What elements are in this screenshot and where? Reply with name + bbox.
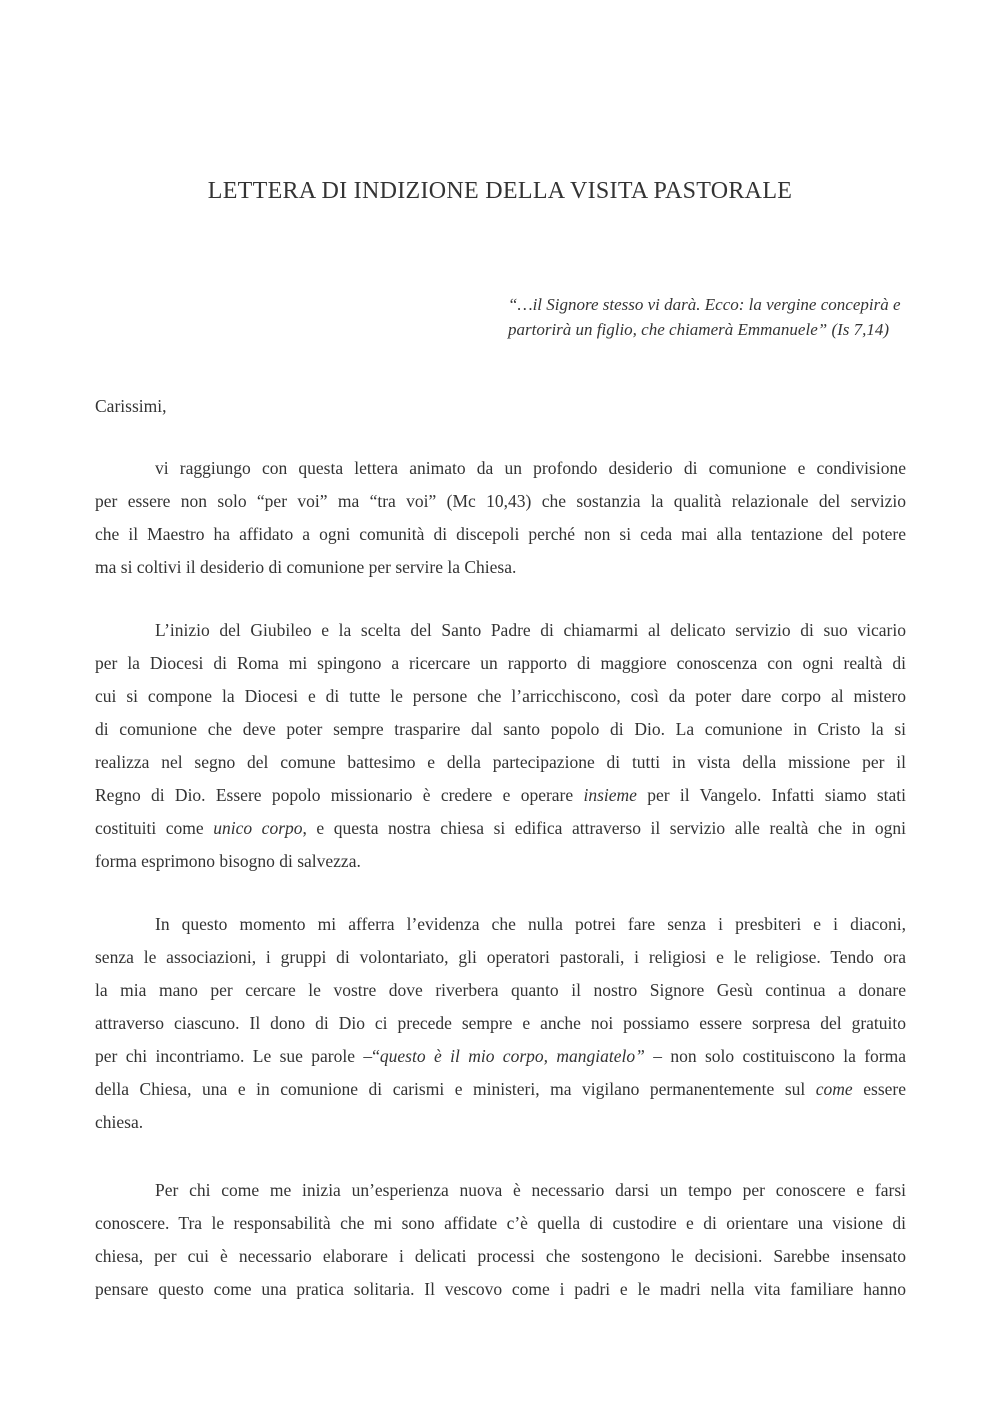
document-title: LETTERA DI INDIZIONE DELLA VISITA PASTORALE — [207, 178, 793, 204]
paragraph-line: vi raggiungo con questa lettera animato da un profondo desiderio di comunione e condivisione — [155, 458, 906, 478]
paragraph-line: In questo momento mi afferra l’evidenza che nulla potrei fare senza i presbiteri e i diaconi, — [155, 914, 906, 934]
text-run: – non solo costituiscono la forma — [644, 1046, 907, 1066]
paragraph-line: attraverso ciascuno. Il dono di Dio ci precede sempre e anche noi possiamo essere sorpresa del gratuito — [95, 1013, 906, 1033]
paragraph-line: la mia mano per cercare le vostre dove riverbera quanto il nostro Signore Gesù continua a donare — [95, 980, 906, 1000]
emphasis-text: insieme — [583, 785, 637, 805]
text-run: essere — [852, 1079, 906, 1099]
paragraph-line: L’inizio del Giubileo e la scelta del Santo Padre di chiamarmi al delicato servizio di suo vicario — [155, 620, 906, 640]
paragraph-line: di comunione che deve poter sempre trasparire dal santo popolo di Dio. La comunione in Cristo la si — [95, 719, 906, 739]
paragraph-3 — [95, 908, 906, 1139]
paragraph-line: chiesa, per cui è necessario elaborare i delicati processi che sostengono le decisioni. Sarebbe insensato — [95, 1246, 906, 1266]
emphasis-text: questo è il mio corpo, mangiatelo” — [379, 1046, 645, 1066]
paragraph-line: Per chi come me inizia un’esperienza nuova è necessario darsi un tempo per conoscere e farsi — [155, 1180, 906, 1200]
text-run: , e questa nostra chiesa si edifica attraverso il servizio alle realtà che in ogni — [302, 818, 906, 838]
paragraph-line: ma si coltivi il desiderio di comunione per servire la Chiesa. — [95, 557, 517, 577]
paragraph-line — [95, 779, 906, 812]
epigraph-line: “…il Signore stesso vi darà. Ecco: la vergine concepirà e — [508, 295, 901, 314]
paragraph-1 — [95, 452, 906, 584]
paragraph-line: chiesa. — [95, 1112, 144, 1132]
text-run: per il Vangelo. Infatti siamo stati — [636, 785, 907, 805]
emphasis-text: unico corpo — [213, 818, 303, 838]
paragraph-line: conoscere. Tra le responsabilità che mi sono affidate c’è quella di custodire e di orientare una visione di — [95, 1213, 906, 1233]
paragraph-line: forma esprimono bisogno di salvezza. — [95, 851, 361, 871]
emphasis-text: come — [815, 1079, 853, 1099]
paragraph-line: per la Diocesi di Roma mi spingono a ricercare un rapporto di maggiore conoscenza con ogni realtà di — [95, 653, 906, 673]
paragraph-line: pensare questo come una pratica solitaria. Il vescovo come i padri e le madri nella vita familiare hanno — [95, 1279, 906, 1299]
text-run: costituiti come — [95, 818, 214, 838]
text-run: Regno di Dio. Essere popolo missionario è credere e operare — [95, 785, 584, 805]
paragraph-line — [95, 1040, 906, 1073]
paragraph-line: cui si compone la Diocesi e di tutte le persone che l’arricchiscono, così da poter dare corpo al mistero — [95, 686, 906, 706]
paragraph-line: per essere non solo “per voi” ma “tra voi” (Mc 10,43) che sostanzia la qualità relazionale del servizio — [95, 491, 906, 511]
paragraph-line: che il Maestro ha affidato a ogni comunità di discepoli perché non si ceda mai alla tentazione del potere — [95, 524, 906, 544]
paragraph-line: senza le associazioni, i gruppi di volontariato, gli operatori pastorali, i religiosi e le religiose. Tendo ora — [95, 947, 906, 967]
paragraph-2 — [95, 614, 906, 878]
epigraph-quote — [508, 292, 908, 342]
paragraph-line: realizza nel segno del comune battesimo e della partecipazione di tutti in vista della missione per il — [95, 752, 906, 772]
paragraph-line — [95, 1073, 906, 1106]
text-run: per chi incontriamo. Le sue parole –“ — [95, 1046, 380, 1066]
text-run: della Chiesa, una e in comunione di carismi e ministeri, ma vigilano permanentemente sul — [95, 1079, 816, 1099]
paragraph-line — [95, 812, 906, 845]
epigraph-line: partorirà un figlio, che chiamerà Emmanuele” (Is 7,14) — [508, 320, 890, 339]
salutation: Carissimi, — [95, 396, 167, 416]
paragraph-4 — [95, 1174, 906, 1306]
